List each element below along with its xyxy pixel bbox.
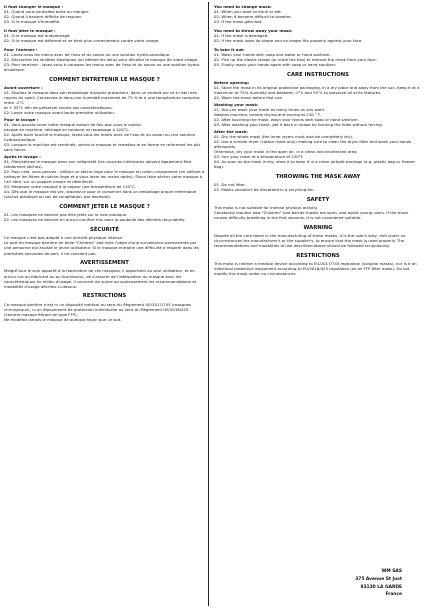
paragraph: 02. Si le masque est déformé et ne tient plus correctement contre votre visage.	[4, 37, 160, 43]
paragraph: 02. Quand il devient difficile de respirer.	[4, 13, 82, 19]
paragraph: 03. Repassez votre masque à la vapeur une température de 110°C.	[4, 184, 136, 190]
paragraph: Ce masque n'est pas adapté à une activité physique intense.	[4, 235, 124, 241]
paragraph: 03. Lorsque la machine est terminée, sortez le masque et remettez-le en forme en reformant les plis sans forcer.	[4, 142, 201, 153]
paragraph: 01. Les masques ne doivent pas être jetés sur la voie publique.	[4, 212, 128, 218]
paragraph: 01. You can wash your mask as many times as you want.	[214, 107, 326, 113]
subheading: Après le lavage :	[4, 154, 41, 160]
spacer	[4, 24, 205, 27]
paragraph: 01. Dry the whole mask (the inner layers must also be completely dry).	[214, 133, 354, 139]
paragraph: 02. If the mask loses its shape and no longer fits properly against your face.	[214, 37, 363, 43]
paragraph: Lavage en machine, séchage en tambour et repassage à 120°C.	[4, 127, 130, 133]
subheading: To take it out:	[214, 47, 245, 53]
paragraph: 01. Do not litter.	[214, 182, 246, 188]
subheading: Il faut changer le masque :	[4, 3, 64, 9]
paragraph: 03. If the mask gets wet.	[214, 18, 263, 24]
paragraph: 02. Use a tumble dryer (cotton mask only) making sure to clean the dryer filter and wash your hands afterwards.	[214, 138, 412, 149]
spacer	[214, 24, 422, 27]
section-title: COMMENT JETER LE MASQUE ?	[59, 203, 150, 210]
paragraph: 04. Dès que le masque est sec, stockez-le pour le conserver dans un emballage propre refermable (sachet plastique ou sac de congélation, par exemple).	[4, 189, 197, 200]
subheading: Before opening:	[214, 80, 250, 86]
paragraph: Despite all the care taken in the manufacturing of these masks, it is the user's duty, and under no circumstances the manufacturer's or the supplier's, to ensure that the mask is used properly. The recommendations and modalities of use described above should be followed scrupulously.	[214, 233, 406, 249]
section-title: SAFETY	[306, 196, 330, 203]
paragraph: 02. After touching the mask, wash your hands with soap or hand sanitizer.	[214, 117, 359, 123]
subheading: Avant ouverture :	[4, 85, 43, 91]
paragraph: 01. Store the mask in its original protective packaging, in a dry place and away from the sun. Keep it at a maximum of 75% humidity and between -2°C and 55°C to preserve all of its features.	[214, 85, 420, 96]
section-title: WARNING	[303, 224, 333, 231]
column-divider	[208, 2, 209, 606]
paragraph: 03. Iron your mask at a temperature of 230°F.	[214, 154, 304, 160]
paragraph: 01. Quand vous souhaitez boire ou manger.	[4, 8, 90, 14]
paragraph: 01. Wash your hands with soap and water or hand sanitizer.	[214, 52, 331, 58]
paragraph: 02. When it become difficult to breathe.	[214, 13, 292, 19]
paragraph: 01. Si le masque est endommagé.	[4, 32, 71, 38]
paragraph: et + 55°C afin de préserver toutes ses caractéristiques.	[4, 105, 113, 111]
paragraph: This mask is not suitable for intense physical activity.	[214, 205, 318, 211]
city: 83130 LA GARDE	[360, 584, 402, 590]
paragraph: Ne modifiez jamais le masque de quelque façon que ce soit.	[4, 316, 122, 322]
paragraph: Constantly monitor how "Children" size barrier masks are worn, and assist young users. If the mask causes difficulty breathing in the first seconds, it is not considered suitable.	[214, 210, 409, 221]
street: 375 Avenue St Just	[355, 576, 402, 582]
subheading: Il faut jeter le masque :	[4, 27, 56, 33]
paragraph: 03. Si le masque s'humidifie.	[4, 18, 61, 24]
paragraph: 01. Pliez/séchez le masque dans son intégralité (les couches intérieures doivent également être totalement sèches).	[4, 159, 192, 170]
paragraph: 02. Masks shouldn't be discarded in a recycling bin.	[214, 187, 315, 193]
subheading: After the wash:	[214, 128, 248, 134]
section-title: AVERTISSEMENT	[80, 260, 129, 267]
spacer	[214, 43, 422, 46]
paragraph: 02. Pick up the elastic straps (or untie the ties) to remove the mask from your face.	[214, 57, 377, 63]
section-title: CARE INSTRUCTIONS	[287, 71, 349, 78]
paragraph: Malgré tout le soin apporté à la fabrication de ces masques, il appartient au seul utilisateur, et en aucun cas au fabricant ou au fournisseur, de s'assurer de l'adéquation du masque avec les caractéristiques du milieu d'usage. Il convient de suivre scrupuleusement les recommandations et modalités d'usage décrites ci-dessus.	[4, 268, 197, 289]
paragraph: 01. If the mask is damaged.	[214, 32, 269, 38]
spacer	[4, 43, 205, 46]
paragraph: Le port du masque barrière de taille "Children" doit faire l'objet d'une surveillance permanente par une personne qui assiste le jeune utilisateur. Si le masque entraine une difficulté à respirer dans les premières secondes de port, il ne convient pas.	[4, 240, 199, 256]
section-title: RESTRICTIONS	[296, 252, 340, 259]
paragraph: Ce masque barrière n'est ni un dispositif médical au sens du Règlement UE/2017/745 (masques chirurgicaux), ni un équipement de protection individuelle au sens du Règlement UE/2016/425 (comme masque filtrant de type FFP).	[4, 301, 191, 317]
paragraph: 02. Après avoir touché le masque, lavez-vous les mains avec de l'eau et du savon ou une solution hydroalcoolique.	[4, 132, 196, 143]
paragraph: 03. Finally: wash your hands again with soap or hand sanitizer.	[214, 62, 337, 68]
paragraph: 02. Décrochez les lanières élastiques (ou défaire les liens) pour décoller le masque de votre visage.	[4, 57, 199, 63]
subheading: You need to change mask:	[214, 3, 272, 9]
paragraph: 01. Stockez le masque dans son emballage d'origine protecteur, dans un endroit sec et à l'abri des rayons du soleil. Conservez-le dans une humidité maximale de 75 % et à une température comprise entre -2°C	[4, 90, 200, 106]
paragraph: Otherwise, dry your mask in the open air, in a clean and disinfected area.	[214, 149, 358, 154]
country: France	[385, 592, 402, 598]
paragraph: 02. Wash the mask before first use.	[214, 95, 284, 101]
paragraph: 03. After washing your mask, get it back in shape by forming the folds without forcing.	[214, 122, 383, 128]
paragraph: 03. Pour terminer : lavez-vous à nouveau les mains avec de l'eau et du savon ou une solution hydro-alcoolique.	[4, 62, 201, 73]
french-column	[4, 2, 205, 322]
section-title: RESTRICTIONS	[82, 293, 127, 300]
section-title: THROWING THE MASK AWAY	[275, 173, 361, 180]
company-name: WM SAS	[381, 569, 402, 574]
english-column	[214, 2, 422, 276]
subheading: Pour l'enlever :	[4, 47, 38, 53]
paragraph: 02. Les masques ne doivent en aucun cas être mis dans la poubelle des déchets recyclables.	[4, 217, 186, 223]
paragraph: 04. As soon as the mask is dry, store it to keep it in a clean airtight package (e.g. plastic bag or freezer bag).	[214, 159, 416, 170]
manufacturer-address	[355, 568, 402, 599]
paragraph: 01. Lavez-vous les mains avec de l'eau et du savon ou une solution hydro-alcoolique.	[4, 52, 171, 58]
paragraph: 01. Vous pouvez laver votre masque autant de fois que vous le voulez.	[4, 122, 143, 128]
subheading: Washing your mask:	[214, 101, 259, 107]
paragraph: 01. When you want to drink or eat.	[214, 8, 283, 14]
paragraph: 02. Pour cela, vous pouvez : utiliser un sèche-linge pour le masque en coton uniquement (en veillant à nettoyer les filtres du sèche-linge et à vous laver les mains après). Sinon faire sécher votre masque à l'air libre, sur un support propre et désinfecté.	[4, 169, 205, 185]
section-title: COMMENT ENTRETENIR LE MASQUE ?	[49, 76, 160, 83]
subheading: You need to throw away your mask:	[214, 27, 293, 33]
paragraph: Washes machine, tumble drying and ironing at 230 ° F.	[214, 112, 322, 118]
paragraph: 02. Lavez votre masque avant toute première utilisation.	[4, 110, 116, 116]
subheading: Pour le lavage :	[4, 117, 39, 123]
paragraph: This mask is neither a medical device according to EU/2017/745 regulation (surgical masks), nor is it an individual protective equipment according to EU/2016/425 regulation (as an FFP filter mask). Do not modify this mask under no circumstances.	[214, 261, 417, 277]
section-title: SÉCURITÉ	[90, 226, 119, 233]
